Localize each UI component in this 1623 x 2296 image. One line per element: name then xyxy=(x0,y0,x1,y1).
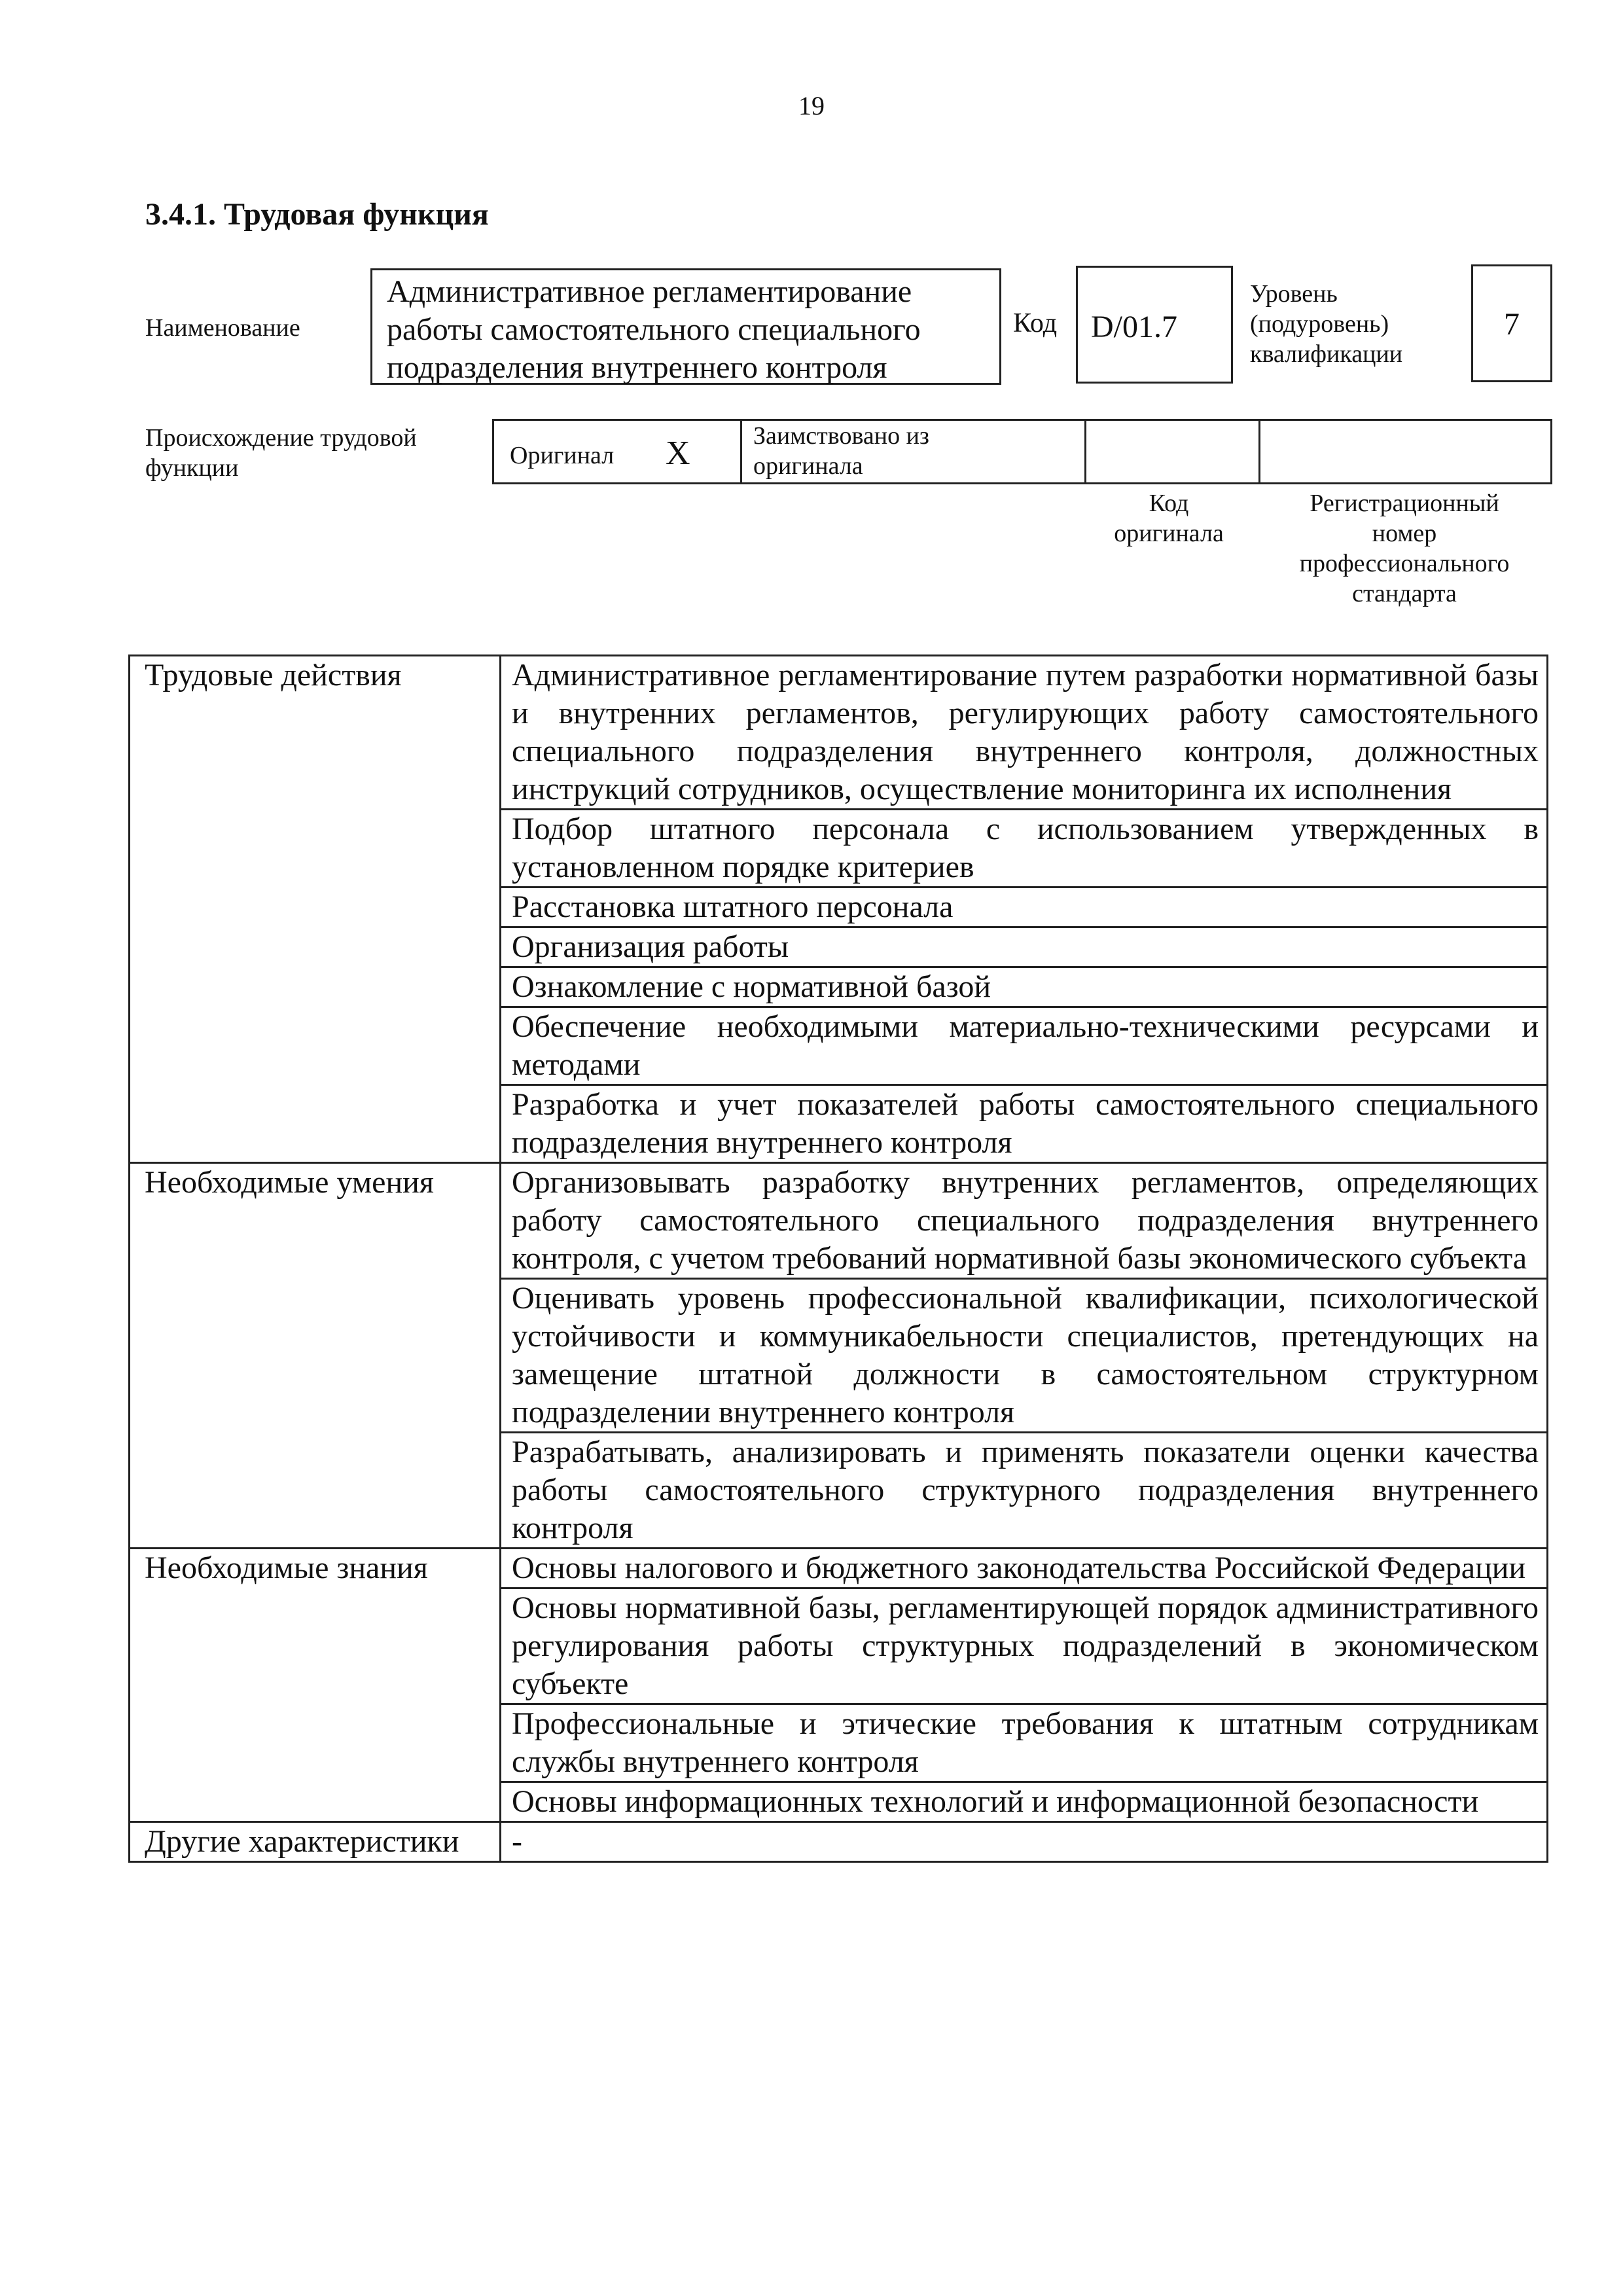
table-cell: Расстановка штатного персонала xyxy=(501,888,1548,927)
reg-number-caption xyxy=(1257,488,1552,609)
section-title: 3.4.1. Трудовая функция xyxy=(145,197,489,232)
level-label-line: квалификации xyxy=(1250,340,1403,368)
origin-row xyxy=(492,419,1552,484)
level-label-line: Уровень xyxy=(1250,280,1338,308)
table-cell: Оценивать уровень профессиональной квалификации, психологической устойчивости и коммуникабельности специалистов, претендующих на замещение штатной должности в самостоятельном структурном подразделении внутреннего контроля xyxy=(501,1279,1548,1433)
level-label xyxy=(1250,279,1402,369)
origin-label-line: функции xyxy=(145,454,239,482)
table-cell: - xyxy=(501,1822,1548,1862)
section-label: Другие характеристики xyxy=(130,1822,501,1862)
level-value: 7 xyxy=(1504,307,1520,342)
caption-line: оригинала xyxy=(1114,520,1224,547)
section-label: Трудовые действия xyxy=(130,656,501,1163)
name-value-line: подразделения внутреннего контроля xyxy=(387,350,887,385)
table-cell: Обеспечение необходимыми материально-техническими ресурсами и методами xyxy=(501,1007,1548,1085)
code-value-box xyxy=(1076,266,1233,384)
origin-divider xyxy=(740,421,742,482)
table-row xyxy=(130,1822,1548,1862)
page-number: 19 xyxy=(798,91,825,120)
borrowed-label xyxy=(753,421,929,481)
table-cell: Основы нормативной базы, регламентирующей порядок административного регулирования работы структурных подразделений в экономическом субъекте xyxy=(501,1588,1548,1704)
origin-divider xyxy=(1258,421,1260,482)
caption-line: стандарта xyxy=(1352,580,1457,607)
caption-line: профессионального xyxy=(1299,550,1510,577)
table-row xyxy=(130,1163,1548,1279)
table-cell: Подбор штатного персонала с использованием утвержденных в установленном порядке критериев xyxy=(501,810,1548,888)
name-label: Наименование xyxy=(145,314,300,342)
table-cell: Организация работы xyxy=(501,927,1548,967)
borrowed-label-line: оригинала xyxy=(753,452,863,480)
code-value: D/01.7 xyxy=(1091,310,1177,344)
code-label: Код xyxy=(1013,308,1058,338)
name-value-box xyxy=(370,268,1001,385)
caption-line: Код xyxy=(1149,490,1189,517)
level-value-box xyxy=(1471,264,1552,382)
section-label: Необходимые знания xyxy=(130,1549,501,1822)
origin-divider xyxy=(1084,421,1086,482)
table-row xyxy=(130,1549,1548,1588)
caption-line: Регистрационный xyxy=(1310,490,1499,517)
original-code-caption xyxy=(1082,488,1255,548)
table-cell: Разработка и учет показателей работы самостоятельного специального подразделения внутреннего контроля xyxy=(501,1085,1548,1163)
caption-line: номер xyxy=(1372,520,1437,547)
original-mark: X xyxy=(666,435,690,472)
table-cell: Профессиональные и этические требования к штатным сотрудникам службы внутреннего контроля xyxy=(501,1704,1548,1782)
table-cell: Административное регламентирование путем разработки нормативной базы и внутренних регламентов, регулирующих работу самостоятельного специального подразделения внутреннего контроля, должностных инструкций сотрудников, осуществление мониторинга их исполнения xyxy=(501,656,1548,810)
origin-label-line: Происхождение трудовой xyxy=(145,424,417,452)
section-label: Необходимые умения xyxy=(130,1163,501,1549)
name-value-line: работы самостоятельного специального xyxy=(387,312,921,347)
table-cell: Разрабатывать, анализировать и применять показатели оценки качества работы самостоятельного структурного подразделения внутреннего контроля xyxy=(501,1433,1548,1549)
table-cell: Ознакомление с нормативной базой xyxy=(501,967,1548,1007)
origin-label xyxy=(145,423,417,483)
name-value-line: Административное регламентирование xyxy=(387,274,912,309)
table-cell: Основы информационных технологий и информационной безопасности xyxy=(501,1782,1548,1822)
level-label-line: (подуровень) xyxy=(1250,310,1389,338)
borrowed-label-line: Заимствовано из xyxy=(753,422,929,450)
labor-function-table xyxy=(128,655,1548,1863)
table-row xyxy=(130,656,1548,810)
table-cell: Организовывать разработку внутренних регламентов, определяющих работу самостоятельного специального подразделения внутреннего контроля, с учетом требований нормативной базы экономического субъекта xyxy=(501,1163,1548,1279)
table-cell: Основы налогового и бюджетного законодательства Российской Федерации xyxy=(501,1549,1548,1588)
original-label: Оригинал xyxy=(510,442,615,469)
